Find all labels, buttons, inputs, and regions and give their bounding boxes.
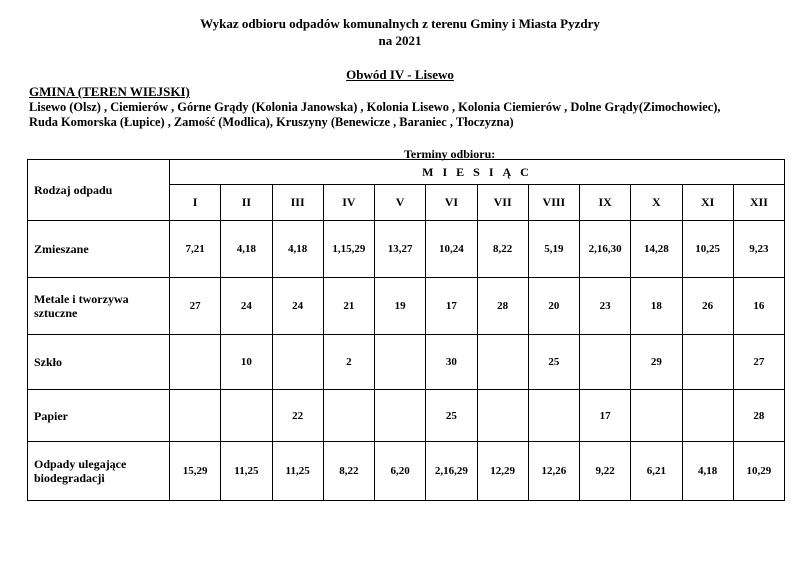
pickup-dates-cell: 16 xyxy=(733,278,784,335)
pickup-dates-cell xyxy=(477,335,528,390)
waste-type-label: Odpady ulegające biodegradacji xyxy=(28,442,170,501)
month-header: X xyxy=(631,185,682,221)
pickup-dates-cell xyxy=(272,335,323,390)
pickup-dates-cell xyxy=(323,390,374,442)
pickup-dates-cell: 6,20 xyxy=(375,442,426,501)
pickup-dates-cell: 25 xyxy=(528,335,579,390)
pickup-dates-cell: 28 xyxy=(733,390,784,442)
district-heading: Obwód IV - Lisewo xyxy=(346,67,454,82)
collection-schedule-table xyxy=(27,159,785,501)
pickup-dates-cell: 4,18 xyxy=(221,221,272,278)
waste-type-label: Szkło xyxy=(28,335,170,390)
month-header: VI xyxy=(426,185,477,221)
pickup-dates-cell: 29 xyxy=(631,335,682,390)
pickup-dates-cell: 22 xyxy=(272,390,323,442)
pickup-dates-cell: 24 xyxy=(272,278,323,335)
pickup-dates-cell: 11,25 xyxy=(272,442,323,501)
pickup-dates-cell: 9,23 xyxy=(733,221,784,278)
village-list xyxy=(29,100,789,130)
table-row xyxy=(28,390,785,442)
pickup-dates-cell xyxy=(477,390,528,442)
pickup-dates-cell: 18 xyxy=(631,278,682,335)
pickup-dates-cell: 20 xyxy=(528,278,579,335)
pickup-dates-cell: 17 xyxy=(426,278,477,335)
pickup-dates-cell: 19 xyxy=(375,278,426,335)
pickup-dates-cell xyxy=(580,335,631,390)
waste-type-label: Papier xyxy=(28,390,170,442)
pickup-dates-cell: 10 xyxy=(221,335,272,390)
area-heading: GMINA (TEREN WIEJSKI) xyxy=(29,84,190,99)
pickup-dates-cell: 26 xyxy=(682,278,733,335)
month-header: XI xyxy=(682,185,733,221)
pickup-dates-cell: 24 xyxy=(221,278,272,335)
pickup-dates-cell: 12,29 xyxy=(477,442,528,501)
pickup-dates-cell: 21 xyxy=(323,278,374,335)
pickup-dates-cell: 5,19 xyxy=(528,221,579,278)
pickup-dates-cell: 8,22 xyxy=(477,221,528,278)
pickup-dates-cell: 28 xyxy=(477,278,528,335)
pickup-dates-cell xyxy=(682,335,733,390)
pickup-dates-cell: 6,21 xyxy=(631,442,682,501)
pickup-dates-cell: 2 xyxy=(323,335,374,390)
pickup-dates-cell xyxy=(170,390,221,442)
pickup-dates-cell: 8,22 xyxy=(323,442,374,501)
waste-type-label: Zmieszane xyxy=(28,221,170,278)
table-row xyxy=(28,221,785,278)
pickup-dates-cell: 10,24 xyxy=(426,221,477,278)
month-group-header: M I E S I Ą C xyxy=(170,160,785,185)
pickup-dates-cell: 25 xyxy=(426,390,477,442)
pickup-dates-cell: 15,29 xyxy=(170,442,221,501)
pickup-dates-cell xyxy=(528,390,579,442)
pickup-dates-cell: 10,29 xyxy=(733,442,784,501)
village-list-line: Ruda Komorska (Łupice) , Zamość (Modlica), Kruszyny (Benewicze , Baraniec , Tłoczyzna) xyxy=(29,115,514,129)
schedule-caption: Terminy odbioru: xyxy=(404,147,496,161)
pickup-dates-cell: 2,16,29 xyxy=(426,442,477,501)
pickup-dates-cell: 27 xyxy=(733,335,784,390)
waste-type-label: Metale i tworzywa sztuczne xyxy=(28,278,170,335)
pickup-dates-cell: 11,25 xyxy=(221,442,272,501)
table-row xyxy=(28,278,785,335)
month-header: VII xyxy=(477,185,528,221)
month-header: II xyxy=(221,185,272,221)
pickup-dates-cell: 4,18 xyxy=(272,221,323,278)
pickup-dates-cell xyxy=(631,390,682,442)
waste-type-header: Rodzaj odpadu xyxy=(28,160,170,221)
village-list-line: Lisewo (Olsz) , Ciemierów , Górne Grądy (Kolonia Janowska) , Kolonia Lisewo , Kolonia Ciemierów , Dolne Grądy(Zimochowiec), xyxy=(29,100,721,114)
pickup-dates-cell: 1,15,29 xyxy=(323,221,374,278)
pickup-dates-cell: 7,21 xyxy=(170,221,221,278)
pickup-dates-cell: 27 xyxy=(170,278,221,335)
month-header: III xyxy=(272,185,323,221)
pickup-dates-cell: 30 xyxy=(426,335,477,390)
pickup-dates-cell: 12,26 xyxy=(528,442,579,501)
schedule-body xyxy=(28,221,785,501)
pickup-dates-cell xyxy=(170,335,221,390)
month-header: V xyxy=(375,185,426,221)
document-year: na 2021 xyxy=(378,33,422,48)
document-title: Wykaz odbioru odpadów komunalnych z terenu Gminy i Miasta Pyzdry xyxy=(200,16,600,31)
month-header: IV xyxy=(323,185,374,221)
month-header: XII xyxy=(733,185,784,221)
pickup-dates-cell: 23 xyxy=(580,278,631,335)
month-header: I xyxy=(170,185,221,221)
pickup-dates-cell xyxy=(221,390,272,442)
pickup-dates-cell xyxy=(375,390,426,442)
pickup-dates-cell: 9,22 xyxy=(580,442,631,501)
pickup-dates-cell xyxy=(375,335,426,390)
pickup-dates-cell: 2,16,30 xyxy=(580,221,631,278)
pickup-dates-cell: 14,28 xyxy=(631,221,682,278)
pickup-dates-cell: 13,27 xyxy=(375,221,426,278)
table-row xyxy=(28,442,785,501)
month-header: IX xyxy=(580,185,631,221)
table-row xyxy=(28,335,785,390)
month-header: VIII xyxy=(528,185,579,221)
pickup-dates-cell: 10,25 xyxy=(682,221,733,278)
pickup-dates-cell xyxy=(682,390,733,442)
pickup-dates-cell: 4,18 xyxy=(682,442,733,501)
pickup-dates-cell: 17 xyxy=(580,390,631,442)
